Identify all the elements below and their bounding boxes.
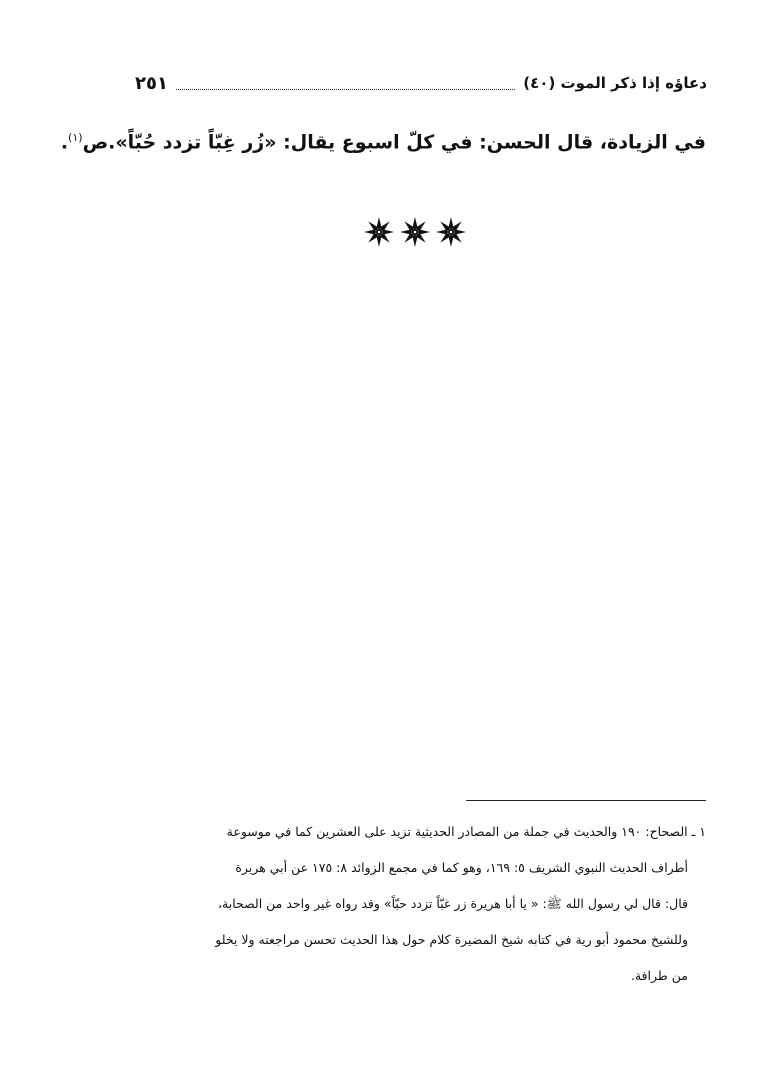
asterism-flower-icon [399, 216, 431, 248]
body-paragraph [60, 118, 706, 162]
body-text: في الزيادة، قال الحسن: في كلّ اسبوع يقال: «زُر غِبّاً تزدد حُبّاً».ص [82, 131, 706, 154]
footnote-line: وللشيخ محمود أبو رية في كتابه شيخ المضيرة كلام حول هذا الحديث تحسن مراجعته ولا يخلو [215, 932, 688, 947]
footnote-line: ١ ـ الصحاح: ١٩٠ والحديث في جملة من المصادر الحديثية تزيد على العشرين كما في موسوعة [226, 824, 706, 839]
footnote-line: قال: قال لي رسول الله ﷺ: « يا أبا هريرة زر غبّاً تزدد حبّاً» وقد رواه غير واحد من الصحابة، [217, 896, 688, 911]
running-title: دعاؤه إذا ذكر الموت (٤٠) [523, 74, 707, 92]
asterism-flower-icon [363, 216, 395, 248]
footnote-separator [466, 800, 706, 801]
page-number: ٢٥١ [135, 72, 168, 94]
page-header [135, 70, 707, 96]
footnotes [131, 814, 706, 994]
body-end-punctuation: . [60, 131, 69, 154]
header-dot-leader [176, 77, 515, 90]
footnote-line: من طرافة. [630, 968, 688, 983]
footnote-line: أطراف الحديث النبوي الشريف ٥: ١٦٩، وهو كما في مجمع الزوائد ٨: ١٧٥ عن أبي هريرة [235, 860, 688, 875]
asterism-flower-icon [435, 216, 467, 248]
section-divider-ornament [360, 212, 470, 252]
footnote-reference: (١) [68, 131, 83, 144]
